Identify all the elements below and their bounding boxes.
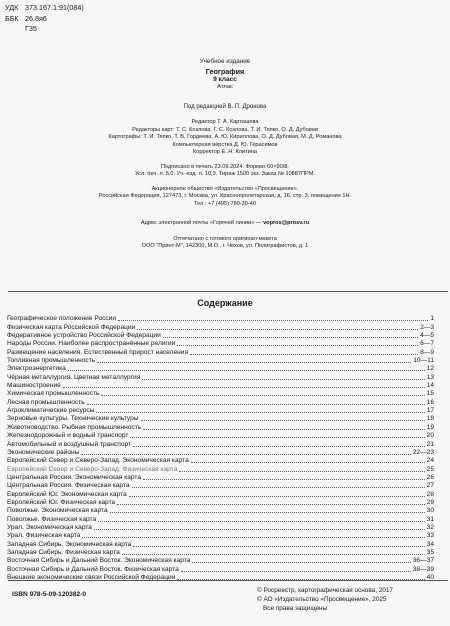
toc-leader-dots — [133, 546, 424, 547]
code-bbk — [5, 14, 84, 25]
toc-item-title: Агроклиматические ресурсы — [7, 407, 95, 415]
code-author-mark — [5, 24, 84, 35]
toc-item-page: 15 — [426, 390, 434, 398]
toc-item-title: Европейский Юг. Физическая карта — [7, 498, 116, 506]
divider-bottom — [8, 580, 448, 581]
printer: ООО "Принт-М", 142300, М.О., г. Чехов, ул. Полиграфистов, д. 1 — [141, 243, 309, 250]
toc-leader-dots — [130, 437, 424, 438]
imprint-publisher — [0, 186, 450, 208]
toc-item-page: 8—9 — [420, 348, 434, 356]
toc-item[interactable] — [7, 507, 434, 515]
toc-item-title: Урал. Физическая карта — [7, 532, 81, 540]
toc-item[interactable] — [7, 549, 434, 557]
toc-leader-dots — [190, 354, 418, 355]
toc-item[interactable] — [7, 340, 434, 348]
toc-leader-dots — [142, 379, 424, 380]
toc-item-page: 28 — [426, 490, 434, 498]
toc-item-title: Чёрная металлургия. Цветная металлургия — [7, 373, 141, 381]
toc-item[interactable] — [7, 323, 434, 331]
editor: Редактор Т. А. Карташева — [191, 119, 259, 126]
toc-item-page: 12 — [426, 365, 434, 373]
email-label: Адрес электронной почты «Горячей линии» — — [140, 220, 262, 226]
toc-leader-dots — [122, 554, 425, 555]
toc-leader-dots — [181, 571, 411, 572]
toc-item-title: Урал. Экономическая карта — [7, 523, 92, 531]
toc-item-title: Восточная Сибирь и Дальний Восток. Физическая карта — [7, 565, 179, 573]
code-value: Г35 — [25, 24, 37, 33]
toc-item-title: Восточная Сибирь и Дальний Восток. Экономическая карта — [7, 557, 191, 565]
toc-leader-dots — [163, 337, 418, 338]
toc-item-title: Географическое положение России — [7, 315, 117, 323]
toc-item-title: Поволжье. Физическая карта — [7, 515, 97, 523]
toc-item[interactable] — [7, 515, 434, 523]
code-key — [5, 24, 25, 35]
imprint-print — [0, 164, 450, 179]
isbn: ISBN 978-5-09-120382-0 — [12, 591, 87, 598]
imprint-printer — [0, 236, 450, 251]
toc-item-title: Железнодорожный и водный транспорт — [7, 432, 129, 440]
classification-codes — [5, 3, 84, 35]
toc-item[interactable] — [7, 490, 434, 498]
toc-item-page: 27 — [426, 482, 434, 490]
toc-item-title: Электроэнергетика — [7, 365, 66, 373]
toc-item-page: 14 — [426, 382, 434, 390]
printed-from: Отпечатано с готового оригинал-макета — [173, 236, 277, 242]
toc-item-page: 32 — [426, 523, 434, 531]
toc-item-title: Животноводство. Рыбная промышленность — [7, 423, 142, 431]
code-key: УДК — [5, 3, 19, 12]
toc-item[interactable] — [7, 315, 434, 323]
toc-item[interactable] — [7, 540, 434, 548]
toc-item-page: 40 — [426, 574, 434, 581]
print-signed: Подписано в печать 23.09.2024. Формат 60×90/8. — [161, 164, 289, 170]
toc-item-page: 22—23 — [412, 448, 434, 456]
publisher-phone: Тел.: +7 (495) 789-30-40 — [193, 200, 256, 207]
divider-top — [8, 291, 448, 292]
toc-item[interactable] — [7, 365, 434, 373]
code-value: 26.8я6 — [25, 13, 47, 23]
toc-item[interactable] — [7, 423, 434, 431]
toc-item[interactable] — [7, 415, 434, 423]
toc-leader-dots — [101, 395, 424, 396]
toc-item-page: 10—11 — [413, 357, 434, 365]
toc-leader-dots — [177, 345, 418, 346]
rights-reserved: Все права защищены — [263, 605, 328, 612]
toc-item-page: 2—3 — [420, 323, 434, 331]
toc-leader-dots — [63, 387, 425, 388]
toc-item-title: Лесная промышленность — [7, 398, 85, 406]
toc-item-title: Федеративное устройство Российской Федерации — [7, 332, 161, 340]
toc-item[interactable] — [7, 373, 434, 381]
toc-leader-dots — [97, 362, 411, 363]
toc-item-page: 16 — [426, 398, 434, 406]
toc-item-page: 34 — [426, 540, 434, 548]
code-value: 373.167.1:91(084) — [25, 3, 84, 12]
layout-designer: Компьютерная вёрстка Д. Ю. Герасимов — [172, 141, 278, 148]
toc-item[interactable] — [7, 457, 434, 465]
hotline-email — [0, 220, 450, 227]
toc-item[interactable] — [7, 532, 434, 540]
toc-item-title: Химическая промышленность — [7, 390, 100, 398]
publisher: Акционерное общество «Издательство «Просвещение». — [151, 186, 299, 192]
table-of-contents — [7, 315, 434, 582]
imprint-header — [0, 58, 450, 92]
toc-item-title: Зерновые культуры. Технические культуры — [7, 415, 139, 423]
toc-item[interactable] — [7, 474, 434, 482]
book-kind: Атлас — [217, 84, 233, 91]
copyright-line: © АО «Издательство «Просвещение», 2025 — [257, 596, 387, 603]
toc-item-page: 33 — [426, 532, 434, 540]
copyright-block — [257, 586, 393, 613]
publisher-address: Российская Федерация, 127473, г. Москва, ул. Краснопролетарская, д. 16, стр. 3, помещение 1Н. — [98, 193, 352, 200]
toc-leader-dots — [68, 370, 425, 371]
map-editors: Редакторы карт: Т. С. Козлова, Г. С. Козлова, Т. И. Тяпко, О. Д. Дубовая — [132, 126, 318, 133]
toc-leader-dots — [129, 496, 425, 497]
toc-item-page: 26 — [426, 473, 434, 481]
book-grade: 9 класс — [213, 76, 237, 84]
cartographers: Картографы: Т. И. Тяпко, Т. В. Гордеева, А. Ю. Кириллова, О. Д. Дубовая, М. Д. Романова — [108, 134, 342, 141]
imprint-contact — [0, 220, 450, 227]
toc-item-title: Физическая карта Российской Федерации — [7, 323, 136, 331]
toc-item[interactable] — [7, 465, 434, 473]
toc-item-title: Центральная Россия. Экономическая карта — [7, 473, 142, 481]
toc-item[interactable] — [7, 440, 434, 448]
toc-item-title: Автомобильный и воздушный транспорт — [7, 440, 132, 448]
book-title: География — [205, 67, 245, 77]
toc-item-page: 21 — [426, 440, 434, 448]
toc-item[interactable] — [7, 332, 434, 340]
toc-item-title: Западная Сибирь. Физическая карта — [7, 548, 120, 556]
toc-leader-dots — [143, 429, 424, 430]
toc-item[interactable] — [7, 524, 434, 532]
toc-item-title: Топливная промышленность — [7, 357, 96, 365]
toc-item-title: Экономические районы — [7, 448, 80, 456]
imprint-editors — [0, 104, 450, 156]
toc-item-page: 13 — [426, 373, 434, 381]
toc-leader-dots — [143, 479, 425, 480]
toc-item-page: 36—37 — [412, 557, 434, 565]
toc-item-page: 38—39 — [412, 565, 434, 573]
toc-item-title: Машиностроение — [7, 382, 61, 390]
toc-item-page: 4—5 — [420, 332, 434, 340]
toc-leader-dots — [81, 454, 410, 455]
toc-item-page: 29 — [426, 498, 434, 506]
code-udk — [5, 3, 84, 14]
toc-leader-dots — [82, 537, 424, 538]
toc-item[interactable] — [7, 482, 434, 490]
toc-item-page: 20 — [426, 432, 434, 440]
toc-leader-dots — [117, 504, 424, 505]
toc-item-title: Центральная Россия. Физическая карта — [7, 482, 130, 490]
print-details: Усл. печ. л. 5,0. Уч.-изд. л. 10,3. Тираж 1500 экз. Заказ № 10887ПРМ. — [135, 171, 315, 178]
toc-item-page: 18 — [426, 415, 434, 423]
toc-item-title: Внешние экономические связи Российской Федерации — [7, 574, 176, 581]
toc-leader-dots — [141, 420, 425, 421]
toc-item-title: Западная Сибирь. Экономическая карта — [7, 540, 132, 548]
toc-item-page: 17 — [426, 407, 434, 415]
toc-item[interactable] — [7, 390, 434, 398]
proofreader: Корректор Е. Н. Клитина — [192, 149, 257, 156]
toc-item-title: Европейский Юг. Экономическая карта — [7, 490, 127, 498]
toc-item-page: 31 — [426, 515, 434, 523]
toc-leader-dots — [94, 529, 425, 530]
edited-by: Под редакцией В. П. Дронова — [183, 104, 267, 110]
toc-leader-dots — [137, 329, 418, 330]
toc-leader-dots — [191, 462, 425, 463]
toc-leader-dots — [133, 446, 425, 447]
toc-item-title: Размещение населения. Естественный прирост населения — [7, 348, 189, 356]
toc-item[interactable] — [7, 499, 434, 507]
toc-item-title: Поволжье. Экономическая карта — [7, 507, 108, 515]
code-key: ББК — [5, 13, 19, 23]
toc-leader-dots — [132, 487, 425, 488]
toc-item[interactable] — [7, 382, 434, 390]
toc-item[interactable] — [7, 398, 434, 406]
toc-item[interactable] — [7, 357, 434, 365]
email-link[interactable]: vopros@prosv.ru — [263, 220, 310, 226]
toc-leader-dots — [179, 471, 424, 472]
toc-item-page: 30 — [426, 507, 434, 515]
toc-leader-dots — [192, 562, 410, 563]
toc-item[interactable] — [7, 557, 434, 565]
edition-type: Учебное издание — [199, 58, 251, 65]
toc-item-page: 35 — [426, 548, 434, 556]
toc-item[interactable] — [7, 449, 434, 457]
toc-item[interactable] — [7, 432, 434, 440]
toc-item[interactable] — [7, 565, 434, 573]
toc-item-page: 24 — [426, 457, 434, 465]
toc-heading: Содержание — [197, 298, 253, 308]
toc-item[interactable] — [7, 407, 434, 415]
toc-item[interactable] — [7, 348, 434, 356]
toc-leader-dots — [87, 404, 425, 405]
toc-item-title: Европейский Север и Северо-Запад. Экономическая карта — [7, 457, 189, 465]
toc-leader-dots — [96, 412, 424, 413]
toc-item-page: 1 — [430, 315, 434, 323]
toc-leader-dots — [118, 320, 428, 321]
toc-item-page: 25 — [426, 465, 434, 473]
toc-leader-dots — [98, 521, 425, 522]
toc-item-title: Народы России. Наиболее распространённые религии — [7, 340, 176, 348]
toc-item-title: Европейский Север и Северо-Запад. Физическая карта — [7, 465, 178, 473]
toc-item-page: 19 — [426, 423, 434, 431]
toc-leader-dots — [110, 512, 425, 513]
toc-item-page: 6—7 — [420, 340, 434, 348]
copyright-line: © Росреестр, картографическая основа, 2017 — [257, 587, 393, 594]
